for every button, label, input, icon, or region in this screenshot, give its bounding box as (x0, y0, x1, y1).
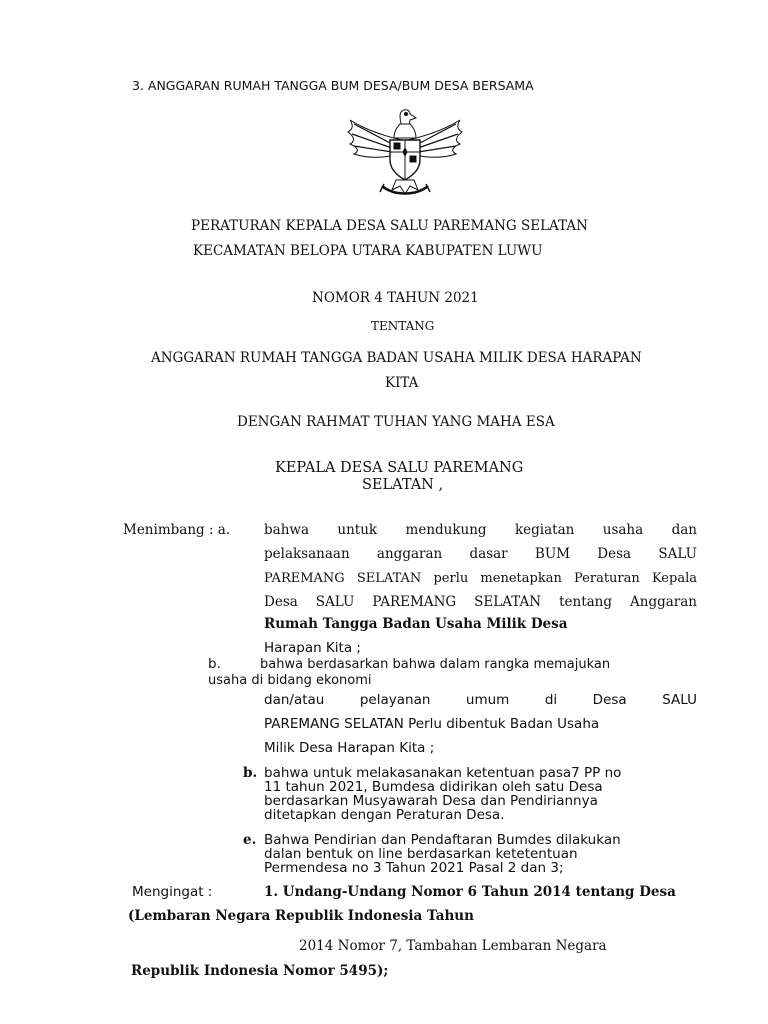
kepala-line-1: KEPALA DESA SALU PAREMANG (275, 460, 524, 476)
menimbang-a-line: PAREMANG SELATAN perlu menetapkan Peraturan Kepala (264, 571, 697, 586)
menimbang-c-line: ditetapkan dengan Peraturan Desa. (264, 807, 505, 823)
title-line-1: PERATURAN KEPALA DESA SALU PAREMANG SELATAN (191, 218, 588, 234)
mengingat-label: Mengingat : (132, 884, 213, 900)
rahmat: DENGAN RAHMAT TUHAN YANG MAHA ESA (237, 414, 555, 430)
menimbang-c-marker: b. (243, 765, 258, 781)
mengingat-item-1-cont: (Lembaran Negara Republik Indonesia Tahun (128, 908, 474, 924)
menimbang-a-line: Desa SALU PAREMANG SELATAN tentang Anggaran (264, 594, 697, 610)
menimbang-b-line: bahwa berdasarkan bahwa dalam rangka memajukan (260, 657, 611, 672)
menimbang-b-cont-line: dan/atau pelayanan umum di Desa SALU (264, 692, 697, 708)
menimbang-label: Menimbang : a. (123, 522, 231, 538)
menimbang-c-line: 11 tahun 2021, Bumdesa didirikan oleh satu Desa (264, 779, 603, 795)
title-line-2: KECAMATAN BELOPA UTARA KABUPATEN LUWU (193, 243, 543, 259)
menimbang-e-line: dalan bentuk on line berdasarkan ketetentuan (264, 846, 578, 862)
mengingat-item-1: 1. Undang-Undang Nomor 6 Tahun 2014 tentang Desa (264, 884, 676, 900)
menimbang-a-line: bahwa untuk mendukung kegiatan usaha dan (264, 522, 697, 538)
menimbang-e-line: Permendesa no 3 Tahun 2021 Pasal 2 dan 3; (264, 860, 564, 876)
tentang-heading: TENTANG (371, 319, 435, 333)
menimbang-c-line: bahwa untuk melakasanakan ketentuan pasa7 PP no (264, 765, 622, 781)
subject-line-2: KITA (385, 375, 419, 391)
kepala-line-2: SELATAN , (362, 477, 444, 493)
menimbang-a-line: Harapan Kita ; (264, 640, 361, 656)
nomor: NOMOR 4 TAHUN 2021 (312, 290, 479, 306)
menimbang-b-cont-line: PAREMANG SELATAN Perlu dibentuk Badan Usaha (264, 716, 600, 732)
menimbang-a-line: Rumah Tangga Badan Usaha Milik Desa (264, 616, 568, 632)
mengingat-item-1-cont: Republik Indonesia Nomor 5495); (131, 963, 389, 979)
menimbang-a-line: pelaksanaan anggaran dasar BUM Desa SALU (264, 546, 697, 562)
menimbang-b-marker: b. (208, 656, 221, 672)
menimbang-e-line: Bahwa Pendirian dan Pendaftaran Bumdes dilakukan (264, 832, 621, 848)
mengingat-item-1-cont: 2014 Nomor 7, Tambahan Lembaran Negara (299, 938, 607, 954)
menimbang-b-line: usaha di bidang ekonomi (208, 673, 372, 688)
subject-line-1: ANGGARAN RUMAH TANGGA BADAN USAHA MILIK DESA HARAPAN (151, 350, 642, 366)
garuda-pancasila-emblem-icon (344, 100, 466, 202)
menimbang-c-line: berdasarkan Musyawarah Desa dan Pendiriannya (264, 793, 598, 809)
menimbang-b-cont-line: Milik Desa Harapan Kita ; (264, 740, 435, 756)
menimbang-e-marker: e. (243, 832, 257, 848)
section-title: 3. ANGGARAN RUMAH TANGGA BUM DESA/BUM DESA BERSAMA (132, 78, 534, 93)
